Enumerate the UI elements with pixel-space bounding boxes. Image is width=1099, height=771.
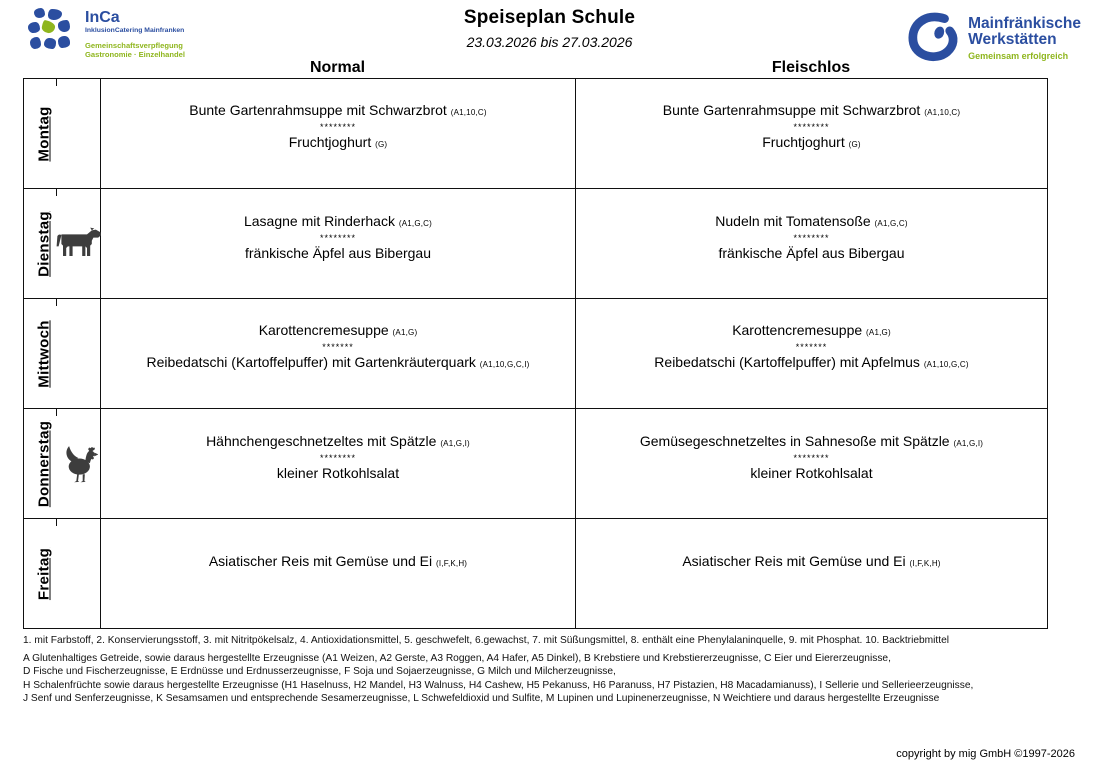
allergen-codes: (A1,10,G,C) [923, 360, 969, 369]
allergen-legend-line: D Fische und Fischerzeugnisse, E Erdnüsse und Erdnusserzeugnisse, F Soja und Sojaerzeugnisse, G Milch und Milcherzeugnisse, [23, 666, 616, 678]
allergen-codes: (G) [375, 140, 388, 149]
allergen-codes: (A1,G) [866, 328, 891, 337]
menu-cell-freitag-fleischlos [576, 519, 1048, 629]
column-header-normal: Normal [309, 59, 366, 76]
dish-line: Bunte Gartenrahmsuppe mit Schwarzbrot (A1,10,C) [662, 102, 961, 118]
additives-legend: 1. mit Farbstoff, 2. Konservierungsstoff, 3. mit Nitritpökelsalz, 4. Antioxidationsmittel, 5. geschwefelt, 6.gewachst, 7. mit Süßungsmittel, 8. enthält eine Phenylalaninquelle, 9. mit Phosphat. 10. Backtriebmittel [23, 635, 950, 646]
dish-line: Hähnchengeschnetzeltes mit Spätzle (A1,G,I) [206, 433, 470, 449]
dish-line: Fruchtjoghurt (G) [288, 134, 388, 150]
copyright-notice: copyright by mig GmbH ©1997-2026 [896, 748, 1075, 760]
dish-line: Asiatischer Reis mit Gemüse und Ei (I,F,K,H) [208, 553, 468, 569]
allergen-codes: (A1,G,I) [440, 439, 470, 448]
dish-line: kleiner Rotkohlsalat [276, 465, 400, 481]
allergen-codes: (A1,10,C) [924, 108, 961, 117]
menu-cell-montag-normal [101, 79, 576, 189]
table-row-montag [24, 79, 1048, 189]
dish-line: kleiner Rotkohlsalat [750, 465, 873, 481]
day-label: Dienstag [35, 210, 53, 277]
menu-table [23, 78, 1048, 629]
allergen-codes: (A1,G,C) [874, 219, 908, 228]
menu-cell-dienstag-fleischlos [576, 189, 1048, 299]
column-header-fleischlos: Fleischlos [771, 59, 851, 76]
dish-line: Karottencremesuppe (A1,G) [258, 322, 418, 338]
mainfraenkische-swoosh-icon [906, 8, 962, 66]
day-cell-dienstag [24, 189, 101, 299]
menu-cell-donnerstag-fleischlos [576, 409, 1048, 519]
date-range: 23.03.2026 bis 27.03.2026 [466, 34, 633, 50]
inca-logo-line1: Gemeinschaftsverpflegung [85, 41, 183, 50]
footnotes [23, 634, 1081, 706]
dish-line: Nudeln mit Tomatensoße (A1,G,C) [715, 213, 908, 229]
day-cell-mittwoch [24, 299, 101, 409]
mainfraenkische-logo [906, 8, 1081, 66]
dish-line: Bunte Gartenrahmsuppe mit Schwarzbrot (A1,10,C) [189, 102, 487, 118]
menu-cell-donnerstag-normal [101, 409, 576, 519]
dish-line: Lasagne mit Rinderhack (A1,G,C) [243, 213, 433, 229]
separator-stars: ******* [795, 342, 828, 352]
menu-cell-mittwoch-fleischlos [576, 299, 1048, 409]
separator-stars: ******** [319, 122, 357, 132]
dish-line: Fruchtjoghurt (G) [762, 134, 861, 150]
allergen-codes: (A1,10,G,C,I) [479, 360, 530, 369]
dish-line: fränkische Äpfel aus Bibergau [718, 245, 905, 261]
dish-line: Gemüsegeschnetzeltes in Sahnesoße mit Spätzle (A1,G,I) [639, 433, 984, 449]
table-row-dienstag [24, 189, 1048, 299]
inca-logo-name: InCa [85, 9, 120, 26]
day-cell-montag [24, 79, 101, 189]
allergen-codes: (I,F,K,H) [909, 559, 941, 568]
menu-cell-dienstag-normal [101, 189, 576, 299]
inca-logo-line2: Gastronomie · Einzelhandel [85, 50, 186, 59]
menu-cell-montag-fleischlos [576, 79, 1048, 189]
separator-stars: ******* [322, 342, 354, 352]
day-label: Freitag [35, 547, 53, 600]
menu-cell-mittwoch-normal [101, 299, 576, 409]
separator-stars: ******** [319, 233, 357, 243]
inca-logo-tagline: InklusionCatering Mainfranken [85, 27, 185, 34]
dish-line: Karottencremesuppe (A1,G) [732, 322, 891, 338]
dish-line: Reibedatschi (Kartoffelpuffer) mit Gartenkräuterquark (A1,10,G,C,I) [146, 354, 530, 370]
allergen-legend-line: A Glutenhaltiges Getreide, sowie daraus hergestellte Erzeugnisse (A1 Weizen, A2 Gerste, A3 Roggen, A4 Hafer, A5 Dinkel), B Krebstiere und Krebstiererzeugnisse, C Eier und Eiererzeugnisse, [23, 653, 891, 664]
separator-stars: ******** [319, 453, 357, 463]
allergen-codes: (A1,10,C) [450, 108, 487, 117]
mfw-logo-tagline: Gemeinsam erfolgreich [968, 51, 1069, 61]
hen-icon [64, 442, 98, 486]
mfw-logo-line1: Mainfränkische [968, 15, 1081, 32]
dish-line: Reibedatschi (Kartoffelpuffer) mit Apfelmus (A1,10,G,C) [654, 354, 969, 370]
allergen-legend-line: J Senf und Senferzeugnisse, K Sesamsamen und entsprechende Sesamerzeugnisse, L Schwefeldioxid und Sulfite, M Lupinen und Lupinenerzeugnisse, N Weichtiere und daraus hergestellte Erzeugnisse [23, 693, 940, 705]
day-label: Montag [35, 105, 53, 162]
allergen-codes: (A1,G,C) [398, 219, 433, 228]
dish-line: Asiatischer Reis mit Gemüse und Ei (I,F,K,H) [682, 553, 941, 569]
allergen-codes: (I,F,K,H) [436, 559, 468, 568]
menu-cell-freitag-normal [101, 519, 576, 629]
separator-stars: ******** [793, 122, 830, 132]
allergen-codes: (A1,G,I) [953, 439, 984, 448]
mfw-logo-line2: Werkstätten [968, 31, 1057, 48]
allergen-codes: (G) [848, 140, 861, 149]
dish-line: fränkische Äpfel aus Bibergau [245, 245, 431, 261]
table-row-freitag [24, 519, 1048, 629]
cow-icon [55, 226, 103, 262]
day-cell-freitag [24, 519, 101, 629]
day-label: Mittwoch [35, 319, 53, 388]
allergen-legend-line: H Schalenfrüchte sowie daraus hergestellte Erzeugnisse (H1 Haselnuss, H2 Mandel, H3 Walnuss, H4 Cashew, H5 Pekanuss, H6 Paranuss, H7 Pistazien, H8 Macadamianuss), I Sellerie und Sellerieerzeugnisse, [23, 679, 974, 691]
page-title: Speiseplan Schule [463, 7, 636, 28]
day-cell-donnerstag [24, 409, 101, 519]
day-label: Donnerstag [35, 420, 53, 507]
separator-stars: ******** [793, 453, 830, 463]
table-row-mittwoch [24, 299, 1048, 409]
table-row-donnerstag [24, 409, 1048, 519]
allergen-codes: (A1,G) [392, 328, 418, 337]
separator-stars: ******** [793, 233, 830, 243]
